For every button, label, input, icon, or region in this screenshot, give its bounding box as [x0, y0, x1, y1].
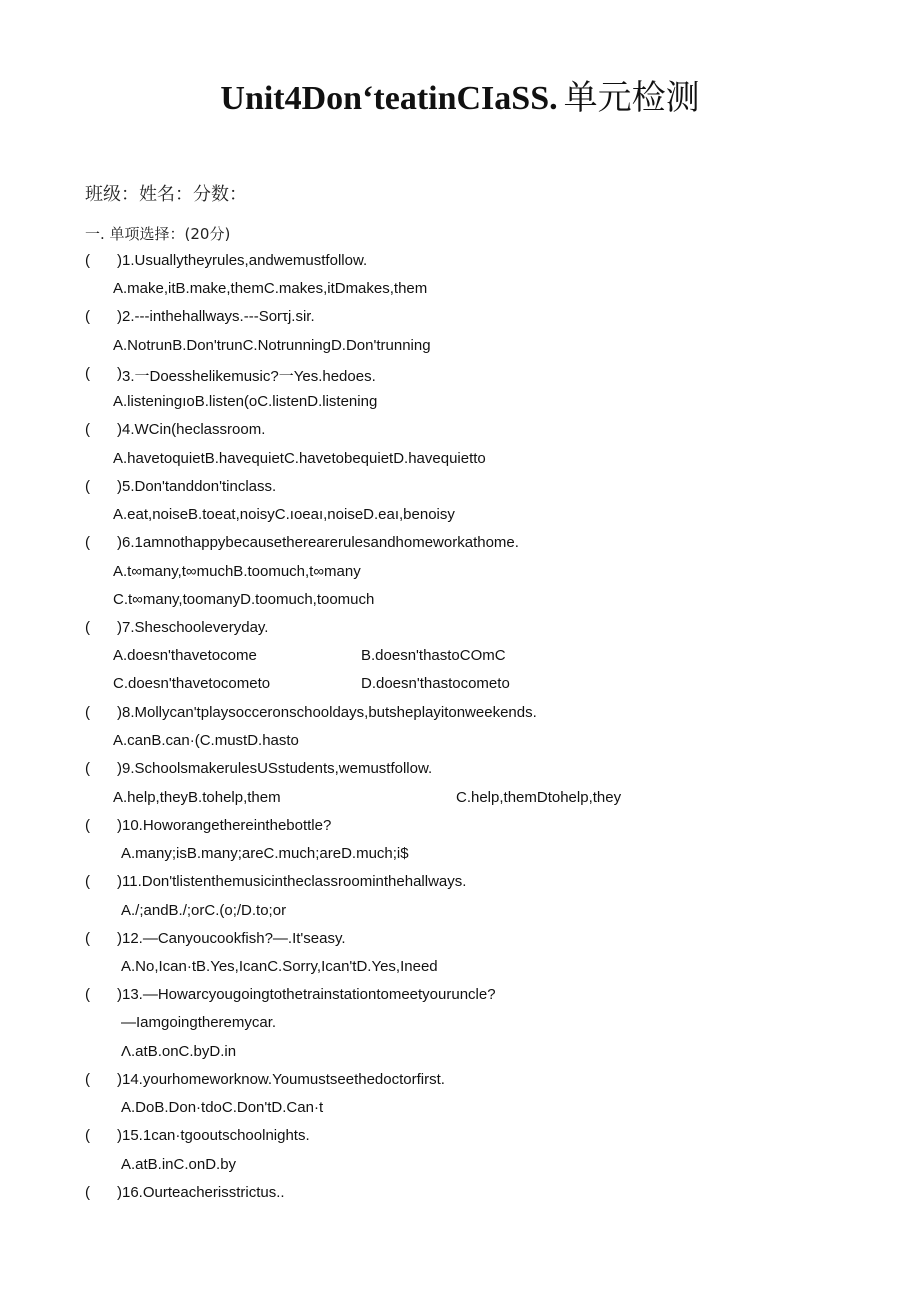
- question-stem: 6.1amnothappybecausetherearerulesandhomeworkathome.: [122, 534, 519, 551]
- options-text: A.many;isB.many;areC.much;areD.much;i$: [121, 845, 409, 862]
- options-text: A.eat,noiseB.toeat,noisyC.ıoeaı,noiseD.eaı,benoisy: [113, 506, 455, 523]
- option-a-b: A.help,theyB.tohelp,them: [113, 789, 281, 806]
- answer-blank-open: (: [85, 619, 90, 636]
- options-text: A.listeningıoB.listen(oC.listenD.listening: [113, 393, 378, 410]
- question-stem: 12.—Canyoucookfish?—.It'seasy.: [122, 930, 346, 947]
- answer-blank-open: (: [85, 930, 90, 947]
- options-text: A.canB.can·(C.mustD.hasto: [113, 732, 299, 749]
- answer-blank-open: (: [85, 817, 90, 834]
- options-text: A.NotrunB.Don'trunC.NotrunningD.Don'trunning: [113, 337, 431, 354]
- answer-blank-close: ): [117, 1127, 122, 1144]
- answer-blank-close: ): [117, 930, 122, 947]
- answer-blank-open: (: [85, 365, 90, 382]
- answer-blank-close: ): [117, 308, 122, 325]
- answer-blank-close: ): [117, 619, 122, 636]
- page-title: [0, 70, 920, 119]
- answer-blank-open: (: [85, 704, 90, 721]
- options-text: A.t∞many,t∞muchB.toomuch,t∞many: [113, 563, 361, 580]
- title-chinese: 单元检测: [563, 78, 700, 118]
- answer-blank-open: (: [85, 760, 90, 777]
- question-stem: 9.SchoolsmakerulesUSstudents,wemustfollow.: [122, 760, 433, 777]
- answer-blank-close: ): [117, 478, 122, 495]
- question-stem: 3.一Doesshelikemusic?一Yes.hedoes.: [122, 368, 376, 385]
- question-stem: 15.1can·tgooutschoolnights.: [122, 1127, 310, 1144]
- answer-blank-close: ): [117, 534, 122, 551]
- option-c-d: C.help,themDtohelp,they: [456, 789, 622, 806]
- question-stem: 16.Ourteacherisstrictus..: [122, 1184, 285, 1201]
- answer-blank-open: (: [85, 308, 90, 325]
- answer-blank-open: (: [85, 252, 90, 269]
- answer-blank-close: ): [117, 1071, 122, 1088]
- options-text: A.havetoquietB.havequietC.havetobequietD.havequietto: [113, 450, 486, 467]
- answer-blank-open: (: [85, 534, 90, 551]
- options-text: А.atB.inC.onD.by: [121, 1156, 237, 1173]
- title-english: Unit4DonʻteatinCIaSS.: [220, 80, 558, 117]
- question-stem: 7.Sheschooleveryday.: [122, 619, 269, 636]
- question-stem: 13.—Howarcyougoingtothetrainstationtomeetyouruncle?: [122, 986, 496, 1003]
- question-stem: 11.Don'tlistenthemusicintheclassroominthehallways.: [122, 873, 467, 890]
- question-stem: 2.---inthehallways.---Sorτj.sir.: [122, 308, 315, 325]
- question-stem: 14.yourhomeworknow.Youmustseethedoctorfirst.: [122, 1071, 445, 1088]
- answer-blank-close: ): [117, 365, 122, 382]
- answer-blank-close: ): [117, 760, 122, 777]
- dialogue-line: —Iamgoingtheremycar.: [121, 1014, 277, 1031]
- student-info-line: 班级：姓名：分数：: [85, 184, 247, 205]
- answer-blank-open: (: [85, 986, 90, 1003]
- options-text: A.DoB.Don·tdoC.Don'tD.Can·t: [121, 1099, 324, 1116]
- options-text: A./;andB./;orC.(o;/D.to;or: [121, 902, 287, 919]
- answer-blank-close: ): [117, 704, 122, 721]
- options-text: C.t∞many,toomanyD.toomuch,toomuch: [113, 591, 375, 608]
- answer-blank-open: (: [85, 1184, 90, 1201]
- question-stem: 8.Mollycan'tplaysocceronschooldays,butsheplayitonweekends.: [122, 704, 537, 721]
- answer-blank-open: (: [85, 873, 90, 890]
- options-text: Λ.atB.onC.byD.in: [121, 1043, 237, 1060]
- answer-blank-close: ): [117, 1184, 122, 1201]
- option-d: D.doesn'thastocometo: [361, 675, 510, 692]
- answer-blank-open: (: [85, 1127, 90, 1144]
- answer-blank-close: ): [117, 421, 122, 438]
- section-heading: 一. 单项选择：(20分): [85, 225, 231, 243]
- answer-blank-open: (: [85, 421, 90, 438]
- answer-blank-close: ): [117, 873, 122, 890]
- answer-blank-close: ): [117, 252, 122, 269]
- options-text: A.No,Ican·tB.Yes,IcanC.Sorry,Ican'tD.Yes,Ineed: [121, 958, 438, 975]
- answer-blank-close: ): [117, 986, 122, 1003]
- answer-blank-open: (: [85, 478, 90, 495]
- answer-blank-open: (: [85, 1071, 90, 1088]
- option-b: B.doesn'thastoCOmC: [361, 647, 506, 664]
- option-c: C.doesn'thavetocometo: [113, 675, 271, 692]
- question-stem: 1.Usuallytheyrules,andwemustfollow.: [122, 252, 368, 269]
- question-stem: 10.Howorangethereinthebottle?: [122, 817, 332, 834]
- question-stem: 5.Don'tanddon'tinclass.: [122, 478, 277, 495]
- option-a: A.doesn'thavetocome: [113, 647, 257, 664]
- options-text: A.make,itB.make,themC.makes,itDmakes,them: [113, 280, 428, 297]
- answer-blank-close: ): [117, 817, 122, 834]
- question-stem: 4.WCin(heclassroom.: [122, 421, 266, 438]
